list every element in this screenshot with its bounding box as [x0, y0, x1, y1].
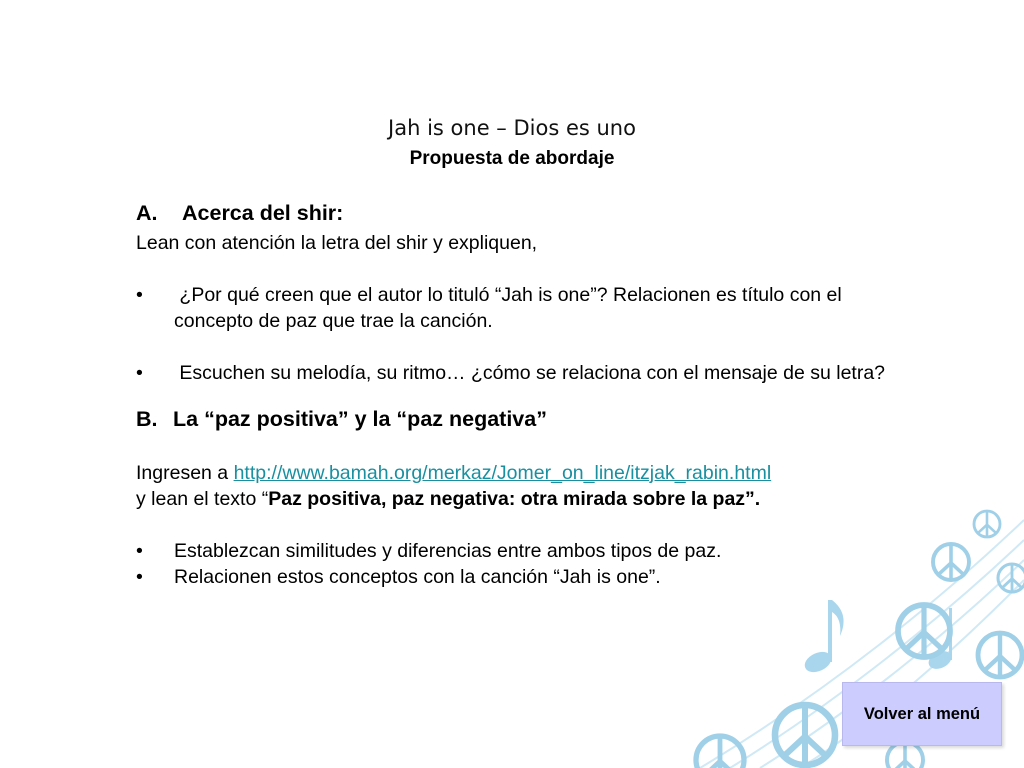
ingresen-line	[136, 460, 896, 486]
lean-text: y lean el texto “	[136, 488, 269, 510]
bullet-text: Establezcan similitudes y diferencias entre ambos tipos de paz.	[174, 540, 722, 562]
bamah-link[interactable]: http://www.bamah.org/merkaz/Jomer_on_line/itzjak_rabin.html	[233, 462, 772, 484]
page-subtitle: Propuesta de abordaje	[409, 148, 615, 169]
section-a-letter: A.	[136, 201, 158, 225]
bullet-icon: •	[136, 540, 143, 562]
content	[136, 200, 896, 590]
lean-line	[136, 486, 896, 512]
page-title: Jah is one – Dios es uno	[388, 116, 636, 140]
volver-menu-button[interactable]: Volver al menú	[842, 682, 1002, 746]
bullet-text: Relacionen estos conceptos con la canción “Jah is one”.	[174, 566, 661, 588]
bullet-text: Escuchen su melodía, su ritmo… ¿cómo se relaciona con el mensaje de su letra?	[174, 362, 886, 384]
bullet-text: ¿Por qué creen que el autor lo tituló “Jah is one”? Relacionen es título con el concepto de paz que trae la canción.	[174, 284, 848, 332]
ingresen-text: Ingresen a	[136, 462, 234, 484]
bullet-icon: •	[136, 284, 143, 306]
section-a-heading	[136, 200, 896, 230]
list-item	[136, 564, 896, 590]
section-b-letter: B.	[136, 407, 158, 431]
list-item	[136, 538, 896, 564]
section-b-title: La “paz positiva” y la “paz negativa”	[173, 407, 547, 431]
list-item	[136, 360, 896, 386]
section-a-intro: Lean con atención la letra del shir y expliquen,	[136, 232, 538, 254]
section-a-title: Acerca del shir:	[182, 201, 344, 225]
list-item	[136, 282, 896, 334]
bullet-icon: •	[136, 362, 143, 384]
lean-bold-text: Paz positiva, paz negativa: otra mirada sobre la paz”.	[268, 488, 761, 510]
bullet-icon: •	[136, 566, 143, 588]
section-b-heading	[136, 406, 896, 436]
